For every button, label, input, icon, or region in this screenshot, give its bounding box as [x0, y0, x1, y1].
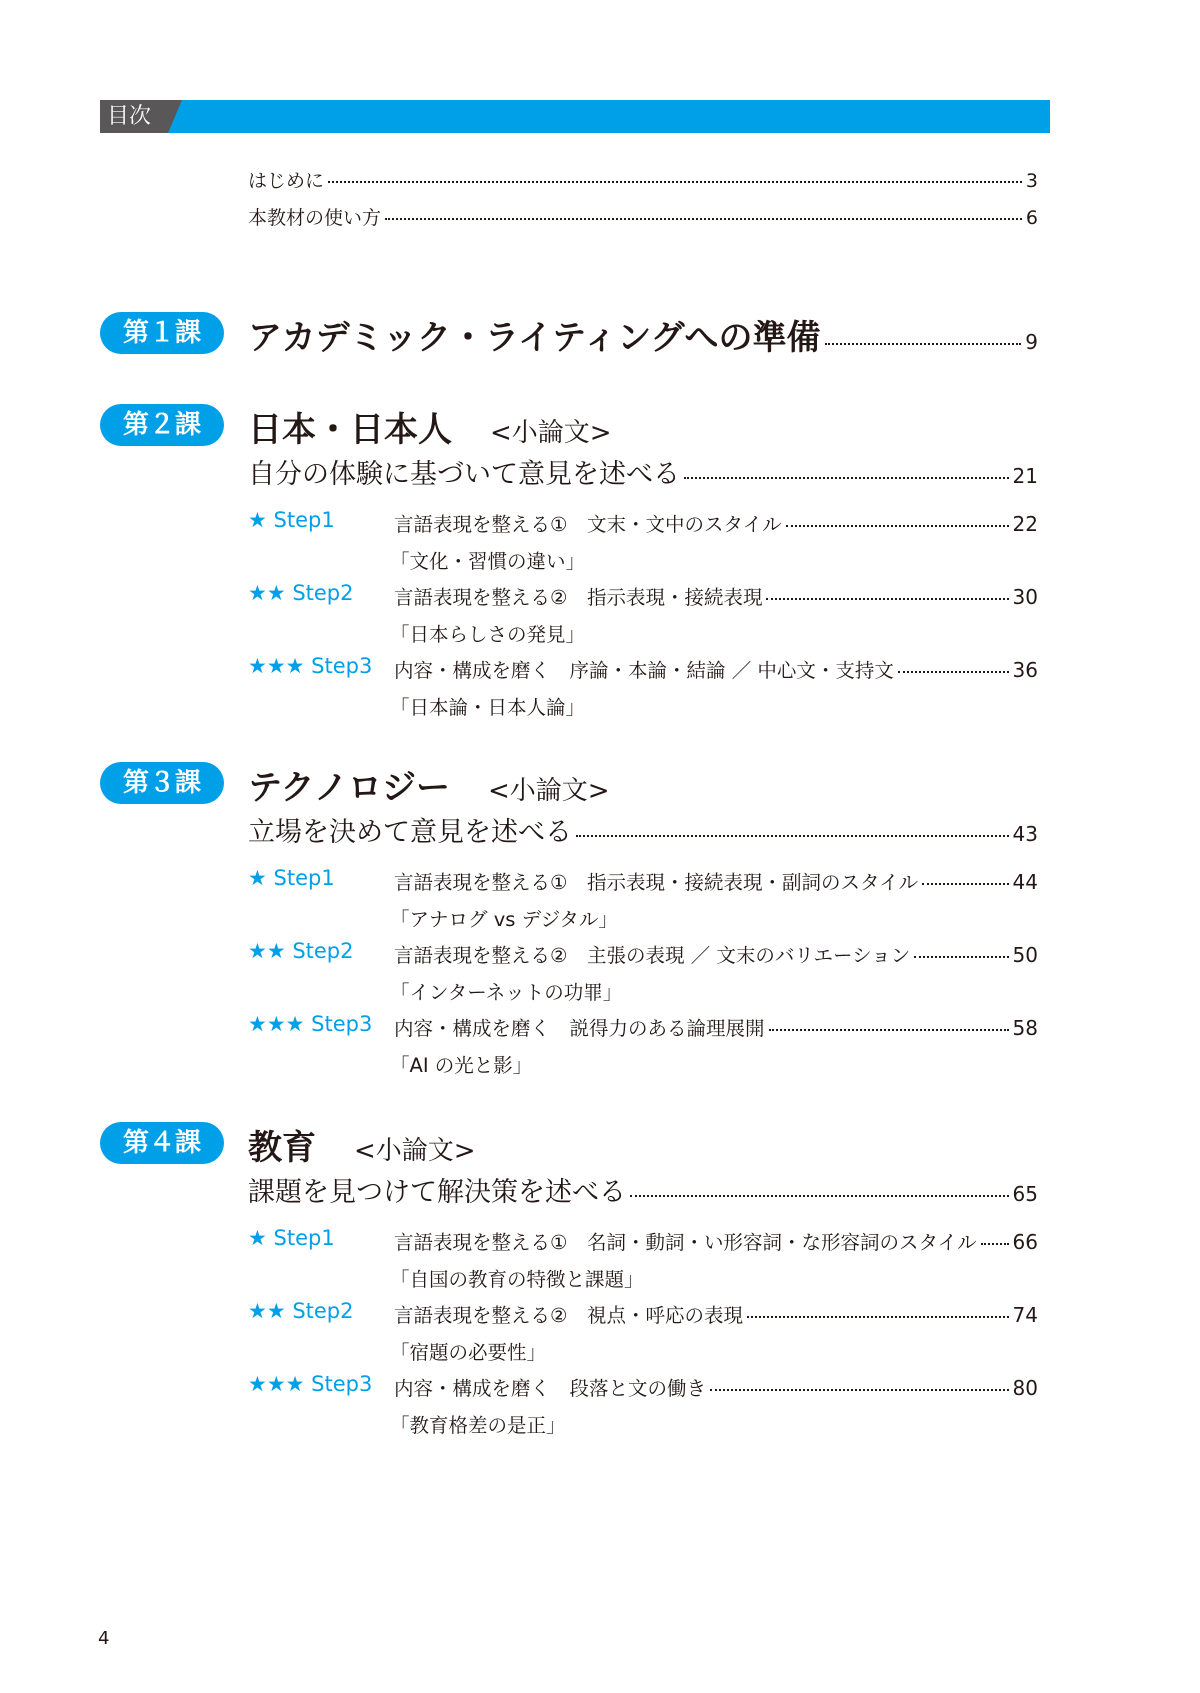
dot-leader — [981, 1243, 1009, 1245]
entry-page: 58 — [1012, 1016, 1038, 1040]
step-desc: 言語表現を整える① 名詞・動詞・い形容詞・な形容詞のスタイル — [394, 1231, 977, 1254]
lesson-title: 日本・日本人 — [248, 410, 452, 450]
lesson-tag: <小論文> — [487, 776, 610, 806]
page-number: 4 — [98, 1628, 110, 1649]
step-theme: 「AI の光と影」 — [390, 1054, 533, 1077]
lesson4-subtitle-entry[interactable] — [248, 1170, 1038, 1209]
step-entry[interactable] — [394, 1373, 1038, 1401]
dot-leader — [786, 525, 1009, 527]
step-desc: 言語表現を整える② 視点・呼応の表現 — [394, 1304, 743, 1327]
dot-leader — [328, 181, 1022, 183]
step-desc: 内容・構成を磨く 段落と文の働き — [394, 1377, 707, 1400]
step-label: ★★★ Step3 — [248, 1012, 373, 1036]
entry-page: 80 — [1012, 1376, 1038, 1400]
dot-leader — [898, 671, 1009, 673]
step-label: ★ Step1 — [248, 1226, 335, 1250]
toc-title: 目次 — [107, 104, 152, 129]
step-theme: 「アナログ vs デジタル」 — [390, 908, 618, 931]
dot-leader — [710, 1389, 1009, 1391]
dot-leader — [825, 343, 1022, 345]
step-entry[interactable] — [394, 1013, 1038, 1041]
lesson-badge: 第１課 — [100, 312, 224, 354]
entry-page: 36 — [1012, 658, 1038, 682]
lesson-title: 教育 — [248, 1128, 316, 1168]
entry-label: はじめに — [248, 170, 325, 192]
lesson-badge: 第２課 — [100, 404, 224, 446]
step-entry[interactable] — [394, 940, 1038, 968]
step-entry[interactable] — [394, 867, 1038, 895]
step-desc: 言語表現を整える① 文末・文中のスタイル — [394, 513, 782, 536]
step-label: ★★★ Step3 — [248, 654, 373, 678]
lesson1-entry[interactable] — [248, 310, 1038, 359]
entry-page: 21 — [1012, 464, 1038, 488]
lesson3-subtitle-entry[interactable] — [248, 810, 1038, 849]
step-entry[interactable] — [394, 582, 1038, 610]
dot-leader — [747, 1316, 1009, 1318]
step-theme: 「文化・習慣の違い」 — [390, 550, 586, 573]
entry-page: 3 — [1025, 170, 1038, 192]
lesson-badge: 第３課 — [100, 762, 224, 804]
entry-page: 44 — [1012, 870, 1038, 894]
lesson-badge: 第４課 — [100, 1122, 224, 1164]
lesson-tag: <小論文> — [490, 418, 612, 448]
toc-entry-intro[interactable] — [248, 166, 1038, 193]
toc-header-bar — [100, 100, 1050, 133]
entry-page: 9 — [1025, 330, 1038, 354]
dot-leader — [766, 598, 1008, 600]
entry-page: 74 — [1012, 1303, 1038, 1327]
toc-entry-usage[interactable] — [248, 203, 1038, 230]
lesson-tag: <小論文> — [354, 1136, 476, 1166]
dot-leader — [922, 883, 1008, 885]
lesson-title: テクノロジー — [248, 768, 450, 808]
step-desc: 言語表現を整える① 指示表現・接続表現・副詞のスタイル — [394, 871, 919, 894]
step-label: ★★ Step2 — [248, 1299, 354, 1323]
entry-page: 6 — [1025, 207, 1038, 229]
lesson-subtitle: 課題を見つけて解決策を述べる — [248, 1177, 626, 1208]
step-desc: 言語表現を整える② 主張の表現 ／ 文末のバリエーション — [394, 944, 911, 967]
lesson-subtitle: 自分の体験に基づいて意見を述べる — [248, 459, 680, 490]
entry-page: 22 — [1012, 512, 1038, 536]
step-label: ★★ Step2 — [248, 581, 354, 605]
dot-leader — [630, 1195, 1009, 1197]
entry-page: 30 — [1012, 585, 1038, 609]
dot-leader — [914, 956, 1008, 958]
entry-page: 66 — [1012, 1230, 1038, 1254]
step-theme: 「宿題の必要性」 — [390, 1341, 547, 1364]
step-theme: 「自国の教育の特徴と課題」 — [390, 1268, 644, 1291]
step-desc: 言語表現を整える② 指示表現・接続表現 — [394, 586, 763, 609]
lesson-subtitle: 立場を決めて意見を述べる — [248, 817, 572, 848]
step-label: ★★★ Step3 — [248, 1372, 373, 1396]
entry-label: 本教材の使い方 — [248, 207, 382, 229]
lesson3-title-line[interactable] — [248, 760, 610, 809]
step-theme: 「日本らしさの発見」 — [390, 623, 586, 646]
step-theme: 「日本論・日本人論」 — [390, 696, 586, 719]
entry-page: 65 — [1012, 1182, 1038, 1206]
dot-leader — [769, 1029, 1009, 1031]
step-entry[interactable] — [394, 1227, 1038, 1255]
dot-leader — [385, 218, 1022, 220]
step-theme: 「インターネットの功罪」 — [390, 981, 623, 1004]
lesson2-title-line[interactable] — [248, 402, 612, 451]
dot-leader — [576, 835, 1009, 837]
step-entry[interactable] — [394, 509, 1038, 537]
step-label: ★ Step1 — [248, 508, 335, 532]
lesson2-subtitle-entry[interactable] — [248, 452, 1038, 491]
lesson-title: アカデミック・ライティングへの準備 — [248, 318, 821, 358]
step-desc: 内容・構成を磨く 説得力のある論理展開 — [394, 1017, 765, 1040]
entry-page: 43 — [1012, 822, 1038, 846]
step-theme: 「教育格差の是正」 — [390, 1414, 566, 1437]
entry-page: 50 — [1012, 943, 1038, 967]
step-desc: 内容・構成を磨く 序論・本論・結論 ／ 中心文・支持文 — [394, 659, 894, 682]
step-label: ★ Step1 — [248, 866, 335, 890]
lesson4-title-line[interactable] — [248, 1120, 476, 1169]
step-entry[interactable] — [394, 655, 1038, 683]
dot-leader — [684, 477, 1009, 479]
step-entry[interactable] — [394, 1300, 1038, 1328]
step-label: ★★ Step2 — [248, 939, 354, 963]
